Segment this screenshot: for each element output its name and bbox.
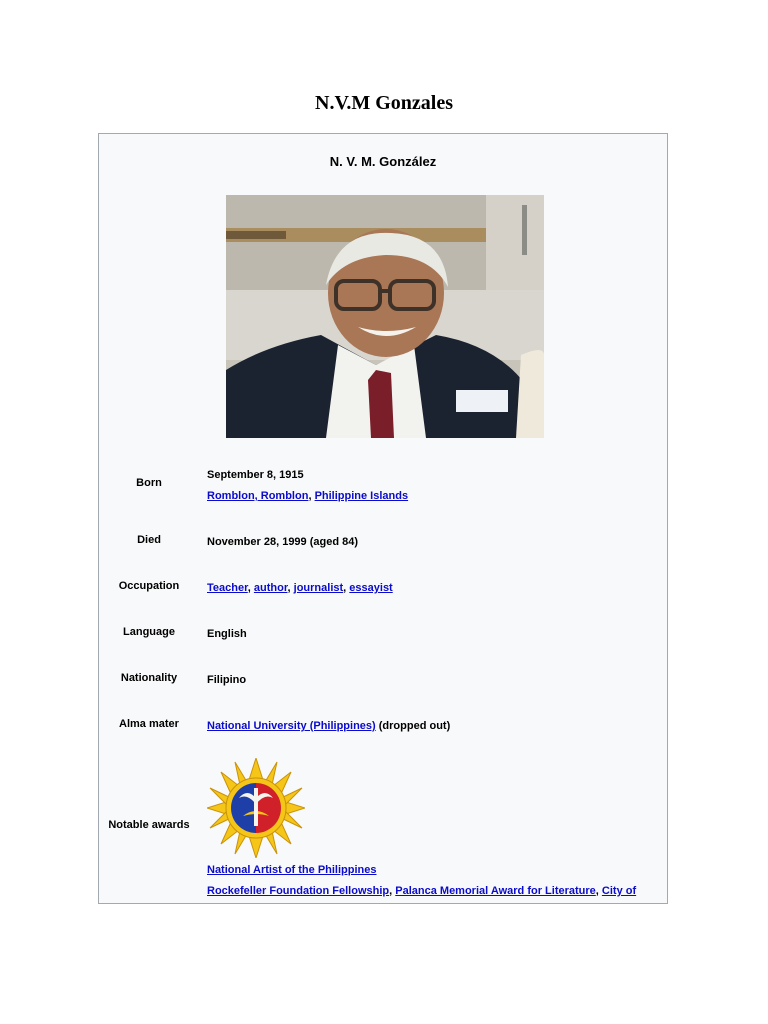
- died-label: Died: [137, 534, 161, 546]
- page-title: N.V.M Gonzales: [315, 92, 453, 114]
- award-link-national-artist[interactable]: National Artist of the Philippines: [207, 864, 377, 876]
- alma-mater-link[interactable]: National University (Philippines): [207, 720, 376, 732]
- born-label: Born: [136, 477, 162, 489]
- born-place-link-philippine-islands[interactable]: Philippine Islands: [314, 490, 409, 502]
- infobox-title: N. V. M. González: [329, 154, 437, 169]
- award-link-rockefeller[interactable]: Rockefeller Foundation Fellowship: [207, 885, 390, 897]
- occupation-link-author[interactable]: author: [253, 582, 288, 594]
- born-value: [207, 465, 662, 507]
- separator: ,: [287, 582, 294, 594]
- infobox: [98, 133, 668, 904]
- occupation-value: [207, 578, 662, 599]
- awards-line-2: [207, 881, 662, 902]
- separator: ,: [247, 582, 254, 594]
- national-artist-sun-emblem-icon: [207, 758, 305, 858]
- alma-mater-value: [207, 716, 662, 737]
- born-place-link-romblon[interactable]: Romblon, Romblon: [207, 490, 309, 502]
- alma-mater-note: (dropped out): [375, 720, 451, 732]
- language-value: English: [207, 628, 247, 640]
- born-date: September 8, 1915: [207, 469, 304, 481]
- died-value: November 28, 1999 (aged 84): [207, 536, 359, 548]
- nationality-value: Filipino: [207, 674, 247, 686]
- nationality-label: Nationality: [120, 672, 178, 684]
- award-link-city-of[interactable]: City of: [601, 885, 637, 897]
- notable-awards-label: Notable awards: [108, 819, 190, 831]
- occupation-label: Occupation: [118, 580, 180, 592]
- award-link-palanca[interactable]: Palanca Memorial Award for Literature: [395, 885, 596, 897]
- awards-value: [207, 860, 662, 902]
- occupation-link-essayist[interactable]: essayist: [349, 582, 393, 594]
- awards-line-1: [207, 860, 662, 881]
- born-place: [207, 486, 662, 507]
- alma-mater-label: Alma mater: [119, 718, 179, 730]
- occupation-link-teacher[interactable]: Teacher: [207, 582, 248, 594]
- separator: ,: [308, 490, 315, 502]
- separator: ,: [343, 582, 350, 594]
- separator: ,: [389, 885, 396, 897]
- portrait-photo: [226, 195, 544, 438]
- language-label: Language: [123, 626, 175, 638]
- separator: ,: [595, 885, 602, 897]
- occupation-link-journalist[interactable]: journalist: [293, 582, 344, 594]
